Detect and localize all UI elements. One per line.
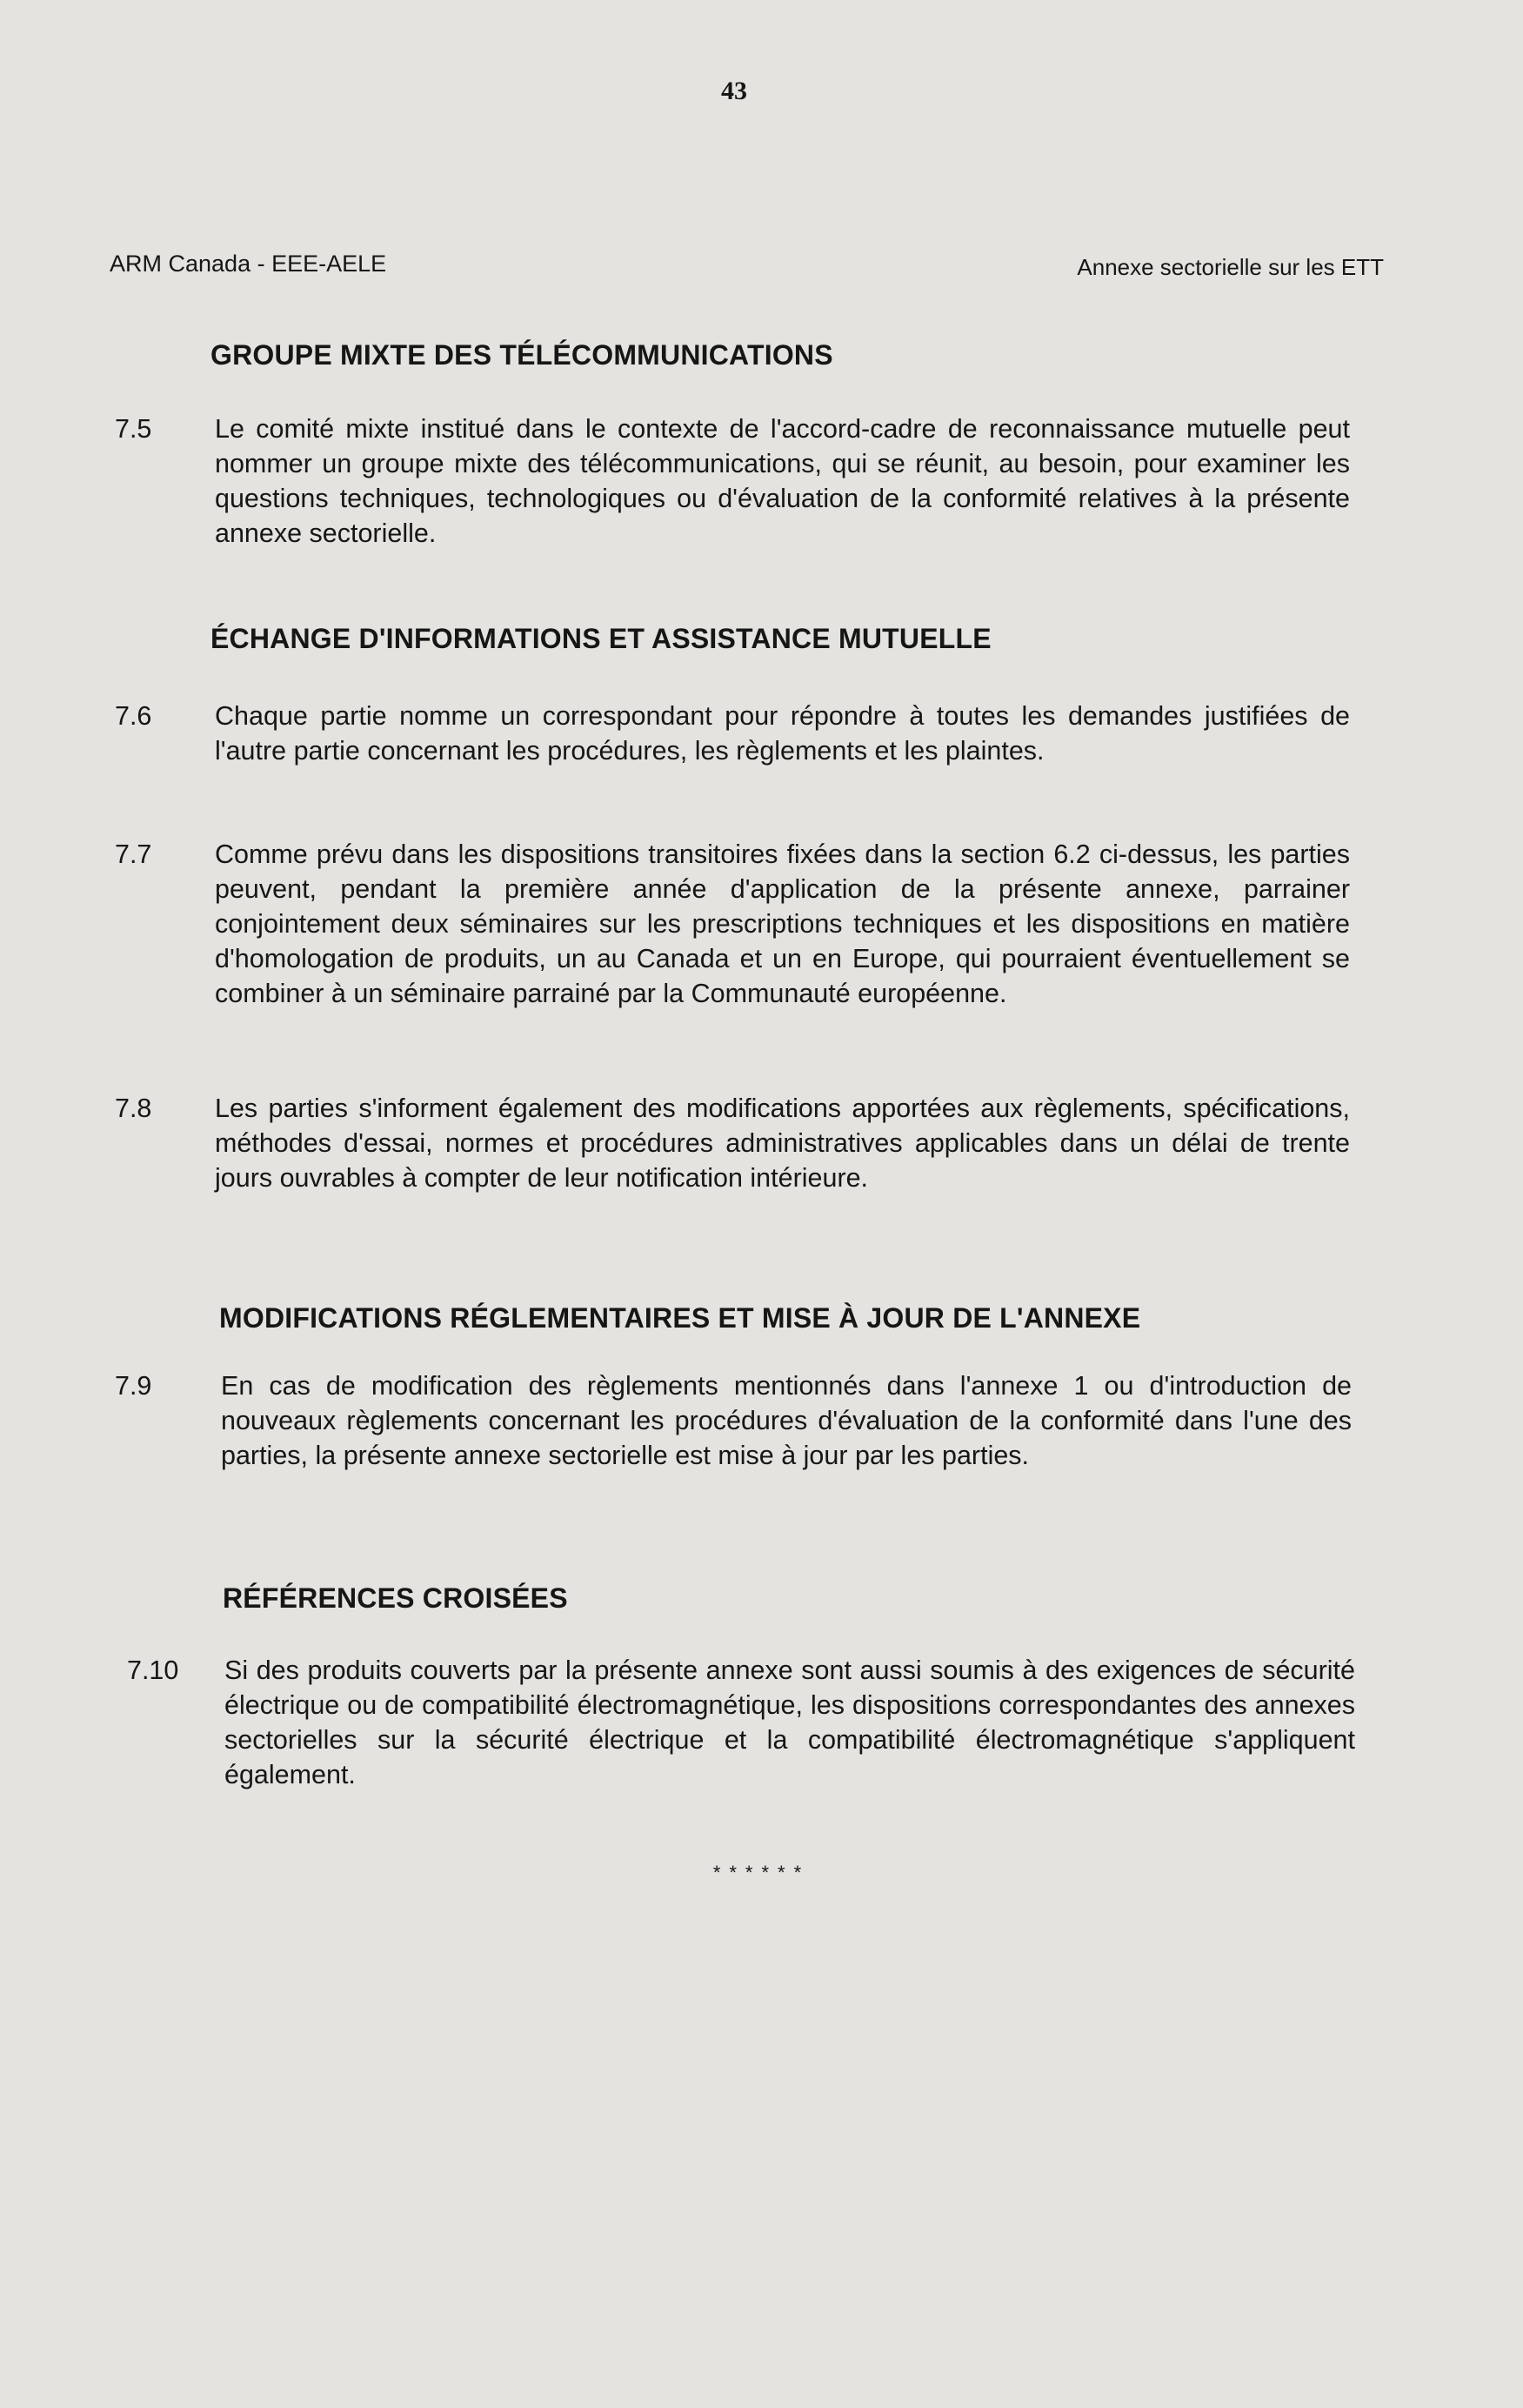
paragraph-number: 7.10 — [127, 1656, 179, 1685]
header-right: Annexe sectorielle sur les ETT — [1077, 254, 1384, 280]
header-left: ARM Canada - EEE-AELE — [110, 251, 387, 277]
section-heading: ÉCHANGE D'INFORMATIONS ET ASSISTANCE MUTUELLE — [210, 623, 992, 654]
paragraph-number: 7.8 — [115, 1094, 152, 1123]
paragraph-number: 7.5 — [115, 414, 152, 444]
paragraph-number: 7.6 — [115, 701, 152, 731]
paragraph-number: 7.9 — [115, 1371, 152, 1401]
paragraph-text: En cas de modification des règlements mentionnés dans l'annexe 1 ou d'introduction de nouveaux règlements concernant les procédures d'évaluation de la conformité dans l'une des parties, la présente annexe sectorielle est mise à jour par les parties. — [221, 1371, 1352, 1470]
end-mark: ****** — [712, 1862, 811, 1883]
section-heading: GROUPE MIXTE DES TÉLÉCOMMUNICATIONS — [210, 339, 833, 371]
paragraph-text: Chaque partie nomme un correspondant pour répondre à toutes les demandes justifiées de l'autre partie concernant les procédures, les règlements et les plaintes. — [215, 701, 1350, 766]
paragraph-text: Le comité mixte institué dans le contexte de l'accord-cadre de reconnaissance mutuelle peut nommer un groupe mixte des télécommunications, qui se réunit, au besoin, pour examiner les questions techniques, technologiques ou d'évaluation de la conformité relatives à la présente annexe sectorielle. — [215, 414, 1350, 548]
paragraph-text: Si des produits couverts par la présente annexe sont aussi soumis à des exigences de sécurité électrique ou de compatibilité électromagnétique, les dispositions correspondantes des annexes sectorielles sur la sécurité électrique et la compatibilité électromagnétique s'appliquent également. — [224, 1656, 1355, 1789]
paragraph-number: 7.7 — [115, 839, 152, 869]
page-number: 43 — [721, 77, 747, 105]
paragraph-text: Les parties s'informent également des modifications apportées aux règlements, spécifications, méthodes d'essai, normes et procédures administratives applicables dans un délai de trente jours ouvrables à compter de leur notification intérieure. — [215, 1094, 1350, 1193]
paragraph-text: Comme prévu dans les dispositions transitoires fixées dans la section 6.2 ci-dessus, les parties peuvent, pendant la première année d'application de la présente annexe, parrainer conjointement deux séminaires sur les prescriptions techniques et les dispositions en matière d'homologation de produits, un au Canada et un en Europe, qui pourraient éventuellement se combiner à un séminaire parrainé par la Communauté européenne. — [215, 839, 1350, 1008]
section-heading: RÉFÉRENCES CROISÉES — [223, 1582, 568, 1614]
section-heading: MODIFICATIONS RÉGLEMENTAIRES ET MISE À JOUR DE L'ANNEXE — [219, 1302, 1141, 1334]
